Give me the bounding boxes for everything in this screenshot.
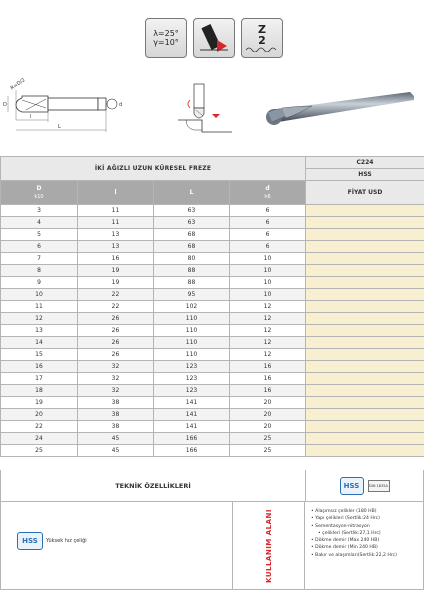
table-cell: 10 (230, 265, 306, 277)
dimension-table (0, 156, 424, 457)
price-cell (306, 421, 424, 433)
table-row (1, 445, 424, 457)
table-row (1, 277, 424, 289)
hss-legend-icon: HSS (17, 532, 43, 550)
table-cell: 110 (154, 337, 230, 349)
table-cell: 11 (1, 301, 78, 313)
table-row (1, 349, 424, 361)
price-cell (306, 433, 424, 445)
table-cell: 6 (230, 217, 306, 229)
price-cell (306, 253, 424, 265)
usage-list (305, 502, 423, 589)
table-cell: 123 (154, 385, 230, 397)
price-cell (306, 445, 424, 457)
table-row (1, 337, 424, 349)
table-cell: 19 (1, 397, 78, 409)
material-label: HSS (306, 169, 424, 181)
table-cell: 10 (230, 289, 306, 301)
price-cell (306, 337, 424, 349)
table-cell: 4 (1, 217, 78, 229)
table-cell: 110 (154, 349, 230, 361)
table-cell: 88 (154, 265, 230, 277)
col-header-d: d h6 (230, 181, 306, 205)
price-cell (306, 361, 424, 373)
table-cell: 16 (230, 373, 306, 385)
col-header-l: l (78, 181, 154, 205)
table-cell: 45 (78, 445, 154, 457)
table-cell: 26 (78, 313, 154, 325)
usage-item: • Yapı çelikleri (Sertlik:24 Hrc) (311, 515, 423, 522)
table-cell: 12 (230, 349, 306, 361)
table-cell: 16 (230, 361, 306, 373)
label-d: d (119, 102, 123, 108)
material-legend (1, 502, 233, 589)
table-cell: 32 (78, 385, 154, 397)
label-l: l (30, 114, 32, 120)
table-cell: 11 (78, 205, 154, 217)
usage-illustration (178, 84, 232, 132)
table-body (1, 205, 424, 457)
table-cell: 26 (78, 349, 154, 361)
price-cell (306, 301, 424, 313)
price-cell (306, 373, 424, 385)
flute-count-box (241, 18, 283, 58)
table-cell: 8 (1, 265, 78, 277)
table-cell: 26 (78, 337, 154, 349)
table-cell: 22 (78, 301, 154, 313)
table-title: İKİ AĞIZLI UZUN KÜRESEL FREZE (1, 157, 306, 181)
table-cell: 141 (154, 409, 230, 421)
col-header-D: D k10 (1, 181, 78, 205)
table-cell: 10 (1, 289, 78, 301)
price-cell (306, 217, 424, 229)
table-cell: 123 (154, 361, 230, 373)
hss-legend (17, 532, 87, 550)
tech-badges (306, 470, 423, 501)
table-row (1, 217, 424, 229)
table-row (1, 265, 424, 277)
table-cell: 12 (230, 313, 306, 325)
din-shank-icon: DIN 1835A (368, 480, 390, 492)
table-cell: 19 (78, 265, 154, 277)
price-cell (306, 409, 424, 421)
table-cell: 26 (78, 325, 154, 337)
table-cell: 10 (230, 277, 306, 289)
table-cell: 14 (1, 337, 78, 349)
table-cell: 166 (154, 433, 230, 445)
table-cell: 6 (230, 205, 306, 217)
label-r: R=D/2 (9, 77, 27, 92)
feature-icons (145, 18, 283, 58)
table-cell: 11 (78, 217, 154, 229)
label-L: L (58, 124, 61, 130)
table-cell: 38 (78, 397, 154, 409)
price-cell (306, 313, 424, 325)
usage-item: • Bakır ve alaşımları(Sertlik:22,2 Hrc) (311, 552, 423, 559)
table-row (1, 397, 424, 409)
price-header: FİYAT USD (306, 181, 424, 205)
table-cell: 38 (78, 409, 154, 421)
table-cell: 20 (230, 409, 306, 421)
table-cell: 68 (154, 229, 230, 241)
table-cell: 45 (78, 433, 154, 445)
table-row (1, 205, 424, 217)
table-cell: 12 (230, 325, 306, 337)
flute-count: 2 (258, 34, 266, 47)
table-cell: 110 (154, 313, 230, 325)
table-cell: 63 (154, 205, 230, 217)
lambda-angle: λ=25° (153, 29, 179, 38)
price-cell (306, 205, 424, 217)
col-header-L: L (154, 181, 230, 205)
table-cell: 110 (154, 325, 230, 337)
table-cell: 32 (78, 361, 154, 373)
price-cell (306, 277, 424, 289)
table-cell: 10 (230, 253, 306, 265)
table-cell: 141 (154, 421, 230, 433)
table-cell: 20 (230, 421, 306, 433)
price-cell (306, 241, 424, 253)
table-cell: 22 (1, 421, 78, 433)
table-cell: 141 (154, 397, 230, 409)
table-row (1, 385, 424, 397)
table-cell: 18 (1, 385, 78, 397)
table-cell: 25 (230, 445, 306, 457)
price-cell (306, 397, 424, 409)
table-cell: 7 (1, 253, 78, 265)
tool-render (266, 92, 414, 125)
table-cell: 24 (1, 433, 78, 445)
table-cell: 38 (78, 421, 154, 433)
table-row (1, 229, 424, 241)
table-cell: 5 (1, 229, 78, 241)
usage-label-cell (233, 502, 305, 589)
label-D: D (3, 102, 7, 108)
tool-drawings (0, 70, 424, 150)
price-cell (306, 385, 424, 397)
table-row (1, 241, 424, 253)
table-cell: 22 (78, 289, 154, 301)
table-cell: 166 (154, 445, 230, 457)
table-cell: 123 (154, 373, 230, 385)
gamma-angle: γ=10° (153, 38, 179, 47)
table-cell: 12 (230, 301, 306, 313)
table-row (1, 409, 424, 421)
table-cell: 17 (1, 373, 78, 385)
usage-label: KULLANIM ALANI (264, 508, 273, 583)
table-cell: 6 (230, 229, 306, 241)
usage-section (0, 502, 424, 590)
table-cell: 13 (1, 325, 78, 337)
table-cell: 80 (154, 253, 230, 265)
table-cell: 25 (230, 433, 306, 445)
table-row (1, 433, 424, 445)
flute-label: Z (258, 23, 266, 36)
tech-title: TEKNİK ÖZELLİKLERİ (1, 470, 306, 501)
table-cell: 6 (230, 241, 306, 253)
table-cell: 88 (154, 277, 230, 289)
price-cell (306, 265, 424, 277)
product-code: C224 (306, 157, 424, 169)
table-cell: 16 (230, 385, 306, 397)
price-cell (306, 325, 424, 337)
table-row (1, 361, 424, 373)
table-cell: 68 (154, 241, 230, 253)
hss-legend-text: Yüksek hız çeliği (46, 538, 87, 544)
table-row (1, 253, 424, 265)
table-row (1, 301, 424, 313)
table-row (1, 289, 424, 301)
table-cell: 12 (1, 313, 78, 325)
hss-icon: HSS (340, 477, 364, 495)
tech-features (0, 470, 424, 502)
helix-angle-box (145, 18, 187, 58)
usage-item: • Dökme demir (Min 240 HB) (311, 544, 423, 551)
table-cell: 95 (154, 289, 230, 301)
table-cell: 16 (1, 361, 78, 373)
table-row (1, 325, 424, 337)
table-cell: 6 (1, 241, 78, 253)
table-row (1, 421, 424, 433)
price-cell (306, 229, 424, 241)
table-cell: 32 (78, 373, 154, 385)
price-cell (306, 349, 424, 361)
usage-item: • Sementasyon-nitrasyon (311, 523, 423, 530)
table-cell: 15 (1, 349, 78, 361)
table-cell: 16 (78, 253, 154, 265)
table-cell: 13 (78, 241, 154, 253)
table-cell: 13 (78, 229, 154, 241)
table-cell: 63 (154, 217, 230, 229)
table-row (1, 373, 424, 385)
usage-item: • çelikleri (Sertlik:27,1 Hrc) (311, 530, 423, 537)
table-cell: 12 (230, 337, 306, 349)
table-cell: 3 (1, 205, 78, 217)
dimension-drawing (8, 90, 117, 132)
table-cell: 25 (1, 445, 78, 457)
table-cell: 20 (230, 397, 306, 409)
table-cell: 19 (78, 277, 154, 289)
table-cell: 9 (1, 277, 78, 289)
usage-item: • Dökme demir (Max 240 HB) (311, 537, 423, 544)
table-cell: 102 (154, 301, 230, 313)
usage-item: • Alaşımsız çelikler (180 HB) (311, 508, 423, 515)
table-row (1, 313, 424, 325)
cutting-direction-icon (193, 18, 235, 58)
waves-icon (245, 46, 279, 52)
table-cell: 20 (1, 409, 78, 421)
price-cell (306, 289, 424, 301)
